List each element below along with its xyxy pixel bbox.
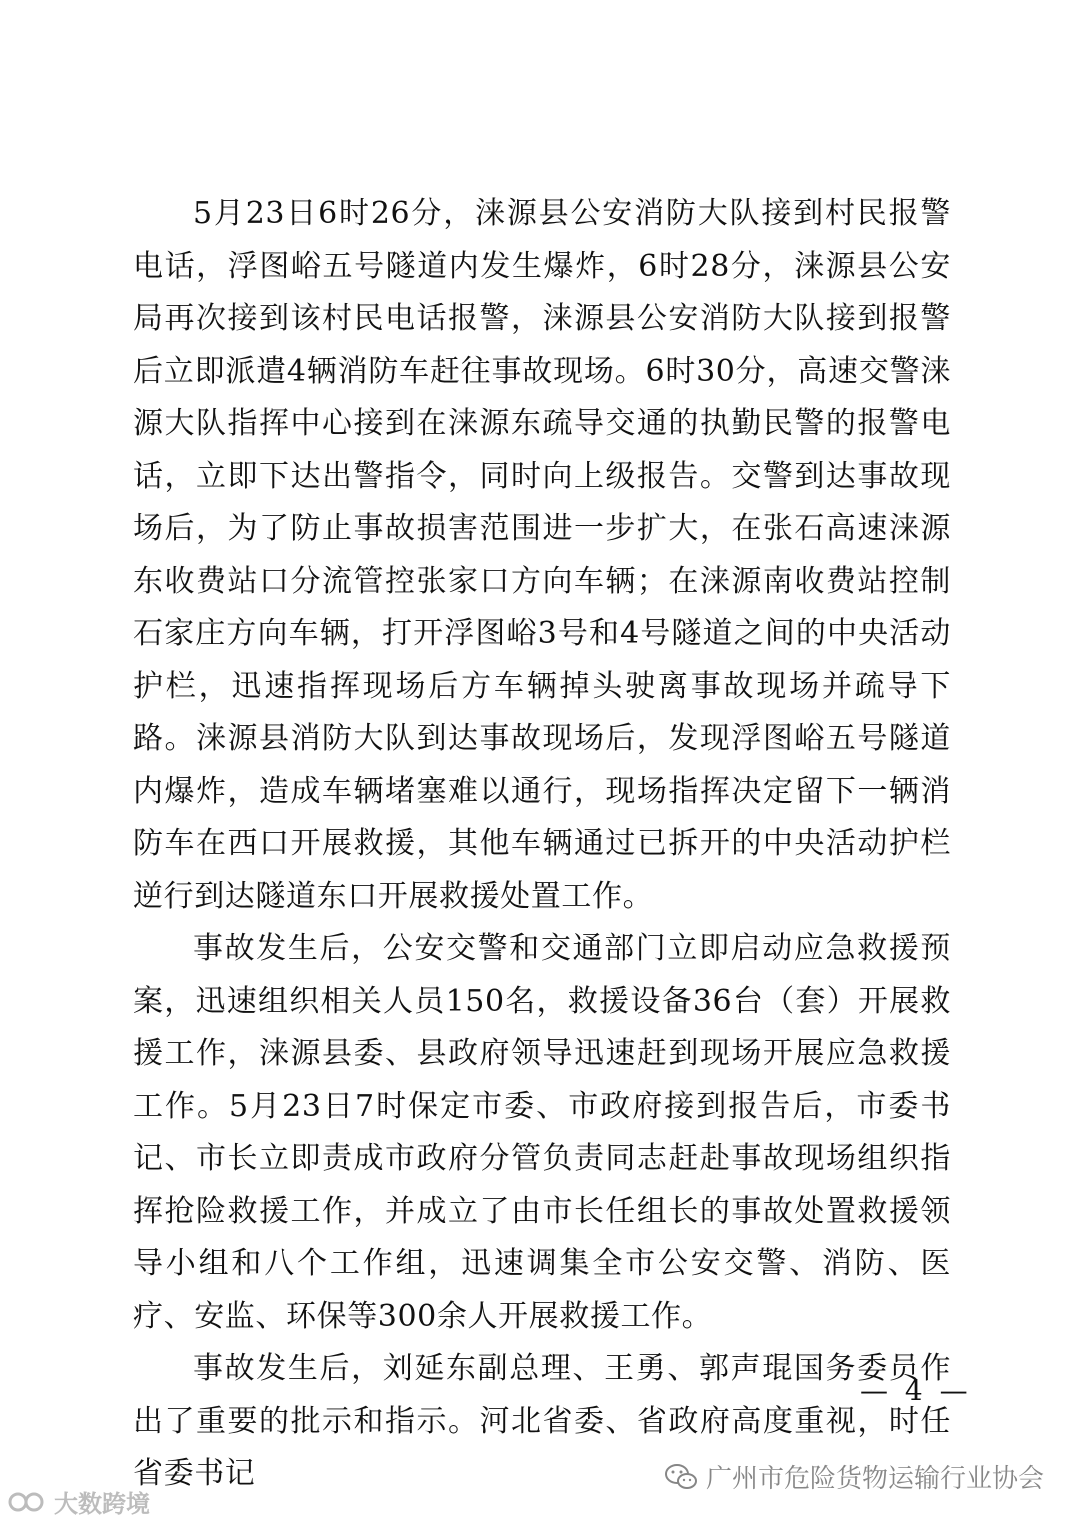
brand-logo-icon: [8, 1490, 48, 1514]
paragraph-rescue-timeline: 5月23日6时26分，涞源县公安消防大队接到村民报警电话，浮图峪五号隧道内发生爆炸，6时28分，涞源县公安局再次接到该村民电话报警，涞源县公安消防大队接到报警后立即派遣4辆消防车赶往事故现场。6时30分，高速交警涞源大队指挥中心接到在涞源东疏导交通的执勤民警的报警电话，立即下达出警指令，同时向上级报告。交警到达事故现场后，为了防止事故损害范围进一步扩大，在张石高速涞源东收费站口分流管控张家口方向车辆；在涞源南收费站控制石家庄方向车辆，打开浮图峪3号和4号隧道之间的中央活动护栏，迅速指挥现场后方车辆掉头驶离事故现场并疏导下路。涞源县消防大队到达事故现场后，发现浮图峪五号隧道内爆炸，造成车辆堵塞难以通行，现场指挥决定留下一辆消防车在西口开展救援，其他车辆通过已拆开的中央活动护栏逆行到达隧道东口开展救援处置工作。: [133, 196, 951, 914]
platform-watermark-text: 大数跨境: [54, 1490, 150, 1518]
paragraph-emergency-response: 事故发生后，公安交警和交通部门立即启动应急救援预案，迅速组织相关人员150名，救援设备36台（套）开展救援工作，涞源县委、县政府领导迅速赶到现场开展应急救援工作。5月23日7时保定市委、市政府接到报告后，市委书记、市长立即责成市政府分管负责同志赶赴事故现场组织指挥抢险救援工作，并成立了由市长任组长的事故处置救援领导小组和八个工作组，迅速调集全市公安交警、消防、医疗、安监、环保等300余人开展救援工作。: [133, 931, 951, 1334]
page-number: — 4 —: [860, 1374, 972, 1407]
platform-watermark: [8, 1484, 150, 1519]
source-watermark-text: 广州市危险货物运输行业协会: [705, 1464, 1044, 1494]
paragraph-leadership-instructions: 事故发生后，刘延东副总理、王勇、郭声琨国务委员作出了重要的批示和指示。河北省委、省政府高度重视，时任省委书记: [133, 1351, 951, 1491]
document-body: [133, 188, 951, 1501]
wechat-icon: [664, 1462, 698, 1492]
source-watermark: [664, 1458, 1044, 1495]
